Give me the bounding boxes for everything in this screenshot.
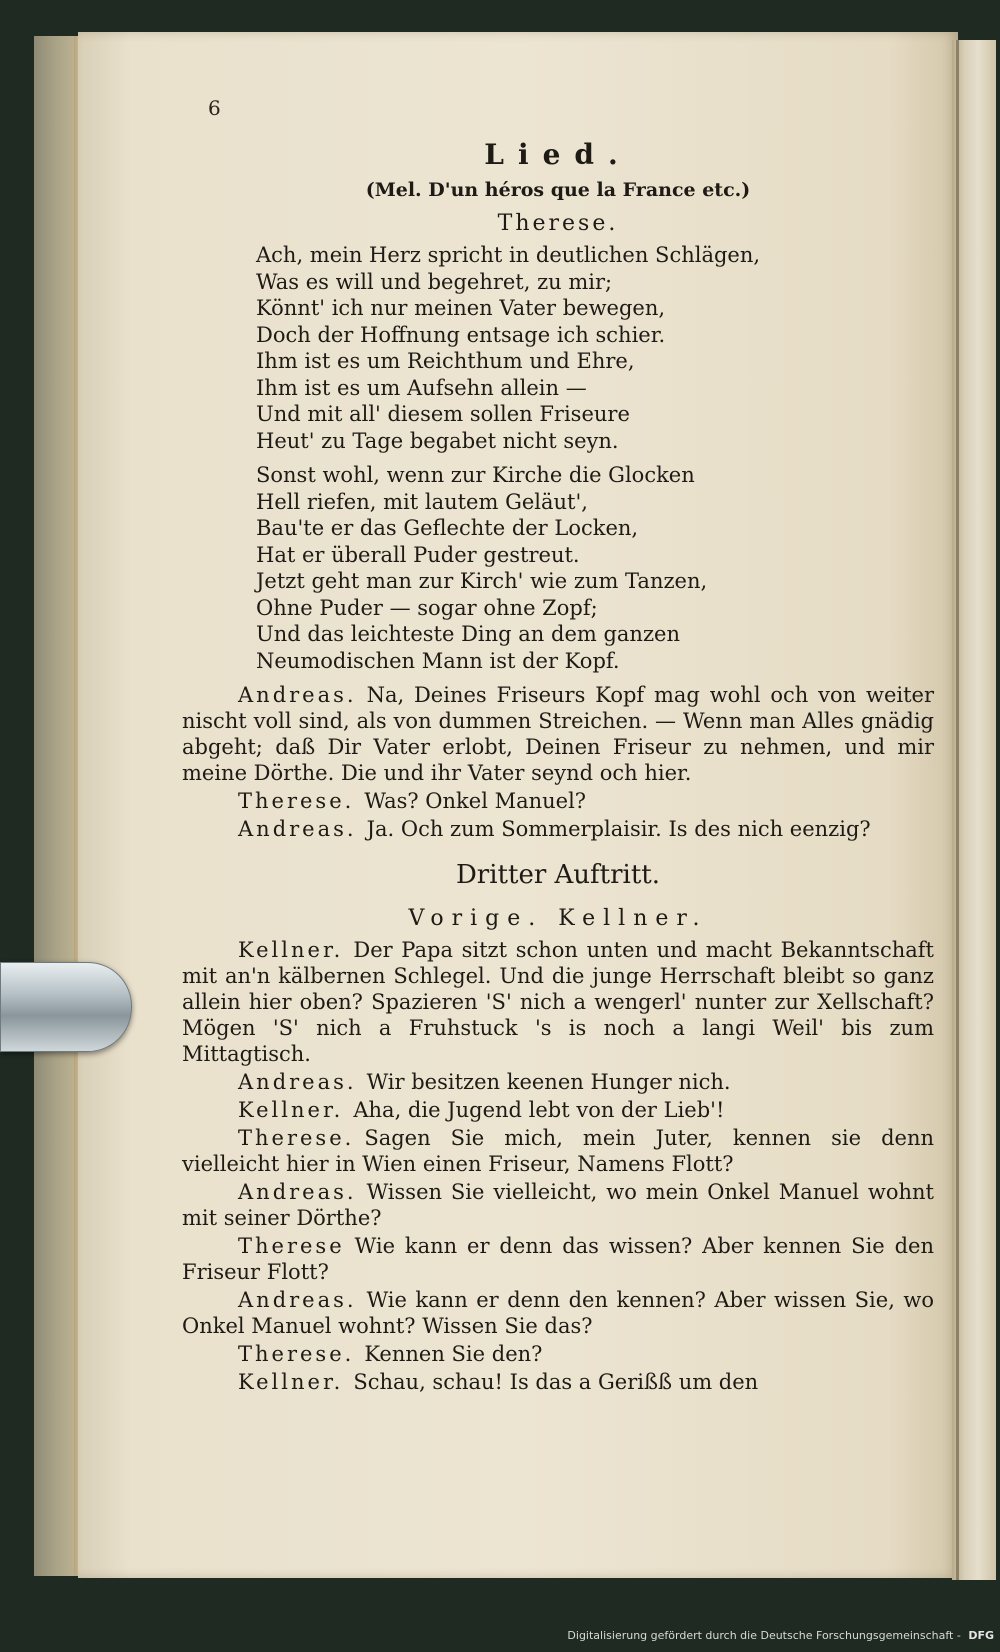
next-page-edge bbox=[952, 40, 996, 1580]
dialog-line bbox=[182, 816, 934, 842]
dialog-text: Sagen Sie mich, mein Juter, kennen sie denn vielleicht hier in Wien einen Friseur, Namens Flott? bbox=[182, 1126, 934, 1176]
stanza-2 bbox=[256, 462, 934, 674]
verse-line: Was es will und begehret, zu mir; bbox=[256, 269, 613, 294]
speaker-name: Andreas. bbox=[238, 1070, 357, 1094]
page-clip bbox=[0, 962, 132, 1052]
dialog-line bbox=[182, 1069, 934, 1095]
dfg-logo: DFG bbox=[968, 1629, 994, 1642]
speaker-name: Andreas. bbox=[238, 1288, 357, 1312]
speaker-name: Kellner. bbox=[238, 1370, 344, 1394]
song-title: Lied. bbox=[484, 138, 632, 171]
footer-text: Digitalisierung gefördert durch die Deutsche Forschungsgemeinschaft - bbox=[567, 1629, 961, 1642]
speaker-name: Therese bbox=[238, 1234, 345, 1258]
verse-line: Bau'te er das Geflechte der Locken, bbox=[256, 516, 639, 540]
dialog-text: Wissen Sie vielleicht, wo mein Onkel Manuel wohnt mit seiner Dörthe? bbox=[182, 1180, 934, 1230]
book-cover-edge bbox=[34, 36, 84, 1576]
verse-line: Und das leichteste Ding an dem ganzen bbox=[256, 622, 680, 646]
dialog-text: Der Papa sitzt schon unten und macht Bekanntschaft mit an'n kälbernen Schlegel. Und die junge Herrschaft bleibt so ganz allein hier oben? Spazieren 'S' nich a wengerl' nunter zur Xellschaft? Mögen 'S' nich a Fruhstuck 's is noch a langi Weil' bis zum Mittagtisch. bbox=[182, 938, 934, 1066]
dialog-line bbox=[182, 1097, 934, 1123]
verse-line: Ohne Puder — sogar ohne Zopf; bbox=[256, 595, 598, 620]
verse-line: Hell riefen, mit lautem Geläut', bbox=[256, 489, 588, 514]
verse-line: Sonst wohl, wenn zur Kirche die Glocken bbox=[256, 463, 695, 487]
dialog-text: Aha, die Jugend lebt von der Lieb'! bbox=[353, 1098, 725, 1122]
verse-line: Ihm ist es um Reichthum und Ehre, bbox=[256, 349, 635, 373]
dialog-text: Kennen Sie den? bbox=[364, 1342, 543, 1366]
dialog-line bbox=[182, 937, 934, 1067]
verse-line: Jetzt geht man zur Kirch' wie zum Tanzen, bbox=[256, 569, 708, 593]
page-number: 6 bbox=[208, 96, 221, 120]
dialog-line bbox=[182, 1233, 934, 1285]
dialog-text: Wie kann er denn den kennen? Aber wissen Sie, wo Onkel Manuel wohnt? Wissen Sie das? bbox=[182, 1288, 934, 1338]
speaker-name: Kellner. bbox=[238, 1098, 344, 1122]
speaker-name: Andreas. bbox=[238, 1180, 357, 1204]
verse-line: Heut' zu Tage begabet nicht seyn. bbox=[256, 428, 619, 453]
dialog-line bbox=[182, 1369, 934, 1395]
speaker-name: Therese. bbox=[238, 1342, 355, 1366]
dialog-line bbox=[182, 1125, 934, 1177]
scene-heading: Dritter Auftritt. bbox=[455, 860, 661, 890]
verse-line: Hat er überall Puder gestreut. bbox=[256, 542, 580, 567]
dialog-text: Ja. Och zum Sommerplaisir. Is des nich eenzig? bbox=[366, 817, 871, 841]
speaker-name: Therese. bbox=[238, 1126, 355, 1150]
dialog-line bbox=[182, 682, 934, 786]
verse-line: Und mit all' diesem sollen Friseure bbox=[256, 402, 630, 426]
dialog-line bbox=[182, 788, 934, 814]
verse-line: Könnt' ich nur meinen Vater bewegen, bbox=[256, 296, 666, 320]
verse-line: Doch der Hoffnung entsage ich schier. bbox=[256, 322, 666, 347]
stanza-1 bbox=[256, 242, 934, 454]
dialog-line bbox=[182, 1179, 934, 1231]
dialog-text: Was? Onkel Manuel? bbox=[364, 789, 587, 813]
funding-footer bbox=[567, 1629, 994, 1642]
speaker-name: Andreas. bbox=[238, 683, 357, 707]
speaker-name: Andreas. bbox=[238, 817, 357, 841]
speaker-name: Therese. bbox=[238, 789, 355, 813]
verse-line: Ihm ist es um Aufsehn allein — bbox=[256, 375, 587, 400]
melody-note: (Mel. D'un héros que la France etc.) bbox=[365, 179, 751, 201]
verse-line: Neumodischen Mann ist der Kopf. bbox=[256, 648, 620, 673]
verse-line: Ach, mein Herz spricht in deutlichen Schlägen, bbox=[256, 243, 761, 267]
dialog-line bbox=[182, 1341, 934, 1367]
dialog-line bbox=[182, 1287, 934, 1339]
dialog-text: Na, Deines Friseurs Kopf mag wohl och von weiter nischt voll sind, als von dummen Streichen. — Wenn man Alles gnädig abgeht; daß Dir Vater erlobt, Deinen Friseur zu nehmen, und mir meine Dörthe. Die und ihr Vater seynd och hier. bbox=[182, 683, 934, 785]
dialog-text: Wir besitzen keenen Hunger nich. bbox=[366, 1070, 731, 1094]
page-text bbox=[182, 100, 934, 1397]
dialog-text: Wie kann er denn das wissen? Aber kennen Sie den Friseur Flott? bbox=[182, 1234, 934, 1284]
speaker-name: Kellner. bbox=[238, 938, 344, 962]
song-speaker: Therese. bbox=[497, 211, 619, 236]
dialog-text: Schau, schau! Is das a Gerißß um den bbox=[353, 1370, 759, 1394]
cast-list: Vorige. Kellner. bbox=[408, 906, 708, 931]
